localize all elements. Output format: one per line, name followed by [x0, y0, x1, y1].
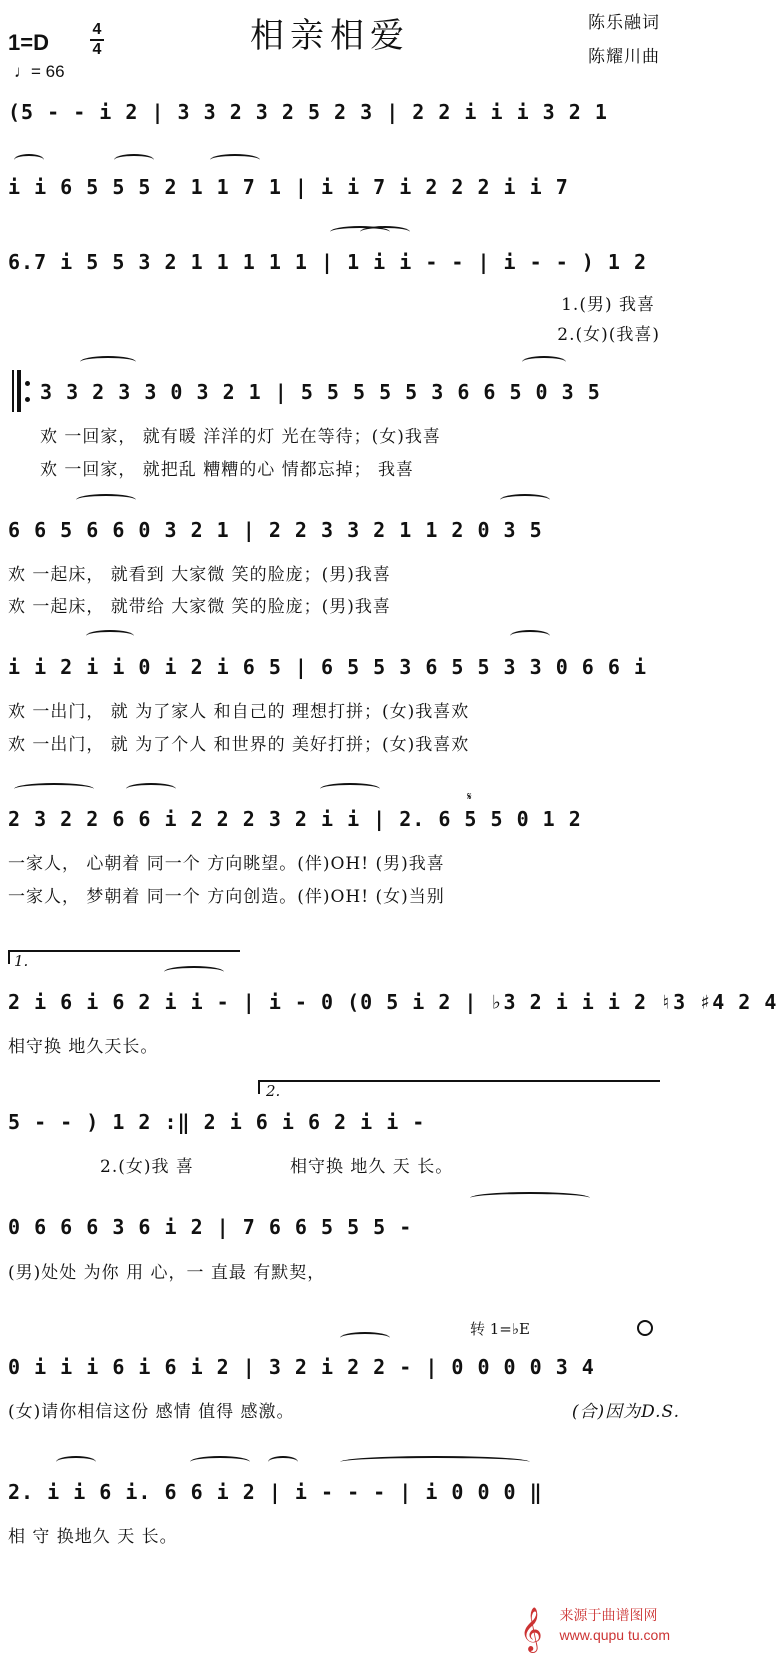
- lyric-row-6a: 欢 一出门， 就 为了家人 和自己的 理想打拼；(女)我喜欢: [8, 702, 470, 722]
- lyric-row-3b: 2.(女)(我喜): [557, 325, 660, 345]
- score-row-3: 6.7 i 5 5 3 2 1 1 1 1 1 | 1 i i - - | i - - ) 1 2: [8, 250, 648, 274]
- meter-bottom: 4: [92, 41, 102, 58]
- lyric-row-7b: 一家人， 梦朝着 同一个 方向创造。(伴)OH! (女)当别: [8, 887, 445, 907]
- slur: [76, 494, 136, 506]
- watermark-line-2: www.qupu tu.com: [559, 1627, 670, 1643]
- score-row-6: i i 2 i i 0 i 2 i 6 5 | 6 5 5 3 6 5 5 3 3 0 6 6 i: [8, 655, 648, 679]
- slur: [114, 154, 154, 166]
- lyric-row-5a: 欢 一起床， 就看到 大家微 笑的脸庞；(男)我喜: [8, 565, 391, 585]
- repeat-dot: [25, 397, 30, 402]
- slur: [470, 1192, 590, 1204]
- watermark: [560, 1605, 671, 1645]
- lyric-row-9a: 2.(女)我 喜: [100, 1157, 194, 1177]
- lyric-row-9b: 相守换 地久 天 长。: [290, 1157, 454, 1177]
- slur: [500, 494, 550, 506]
- lyric-row-6b: 欢 一出门， 就 为了个人 和世界的 美好打拼；(女)我喜欢: [8, 735, 470, 755]
- volta-bracket: [8, 950, 240, 964]
- composer-credit: 陈耀川曲: [588, 47, 660, 67]
- key-signature: 1=D: [8, 30, 49, 55]
- slur: [340, 1456, 530, 1468]
- lyric-row-8: 相守换 地久天长。: [8, 1037, 159, 1057]
- score-row-1: (5 - - i 2 | 3 3 2 3 2 5 2 3 | 2 2 i i i 3 2 1: [8, 100, 608, 124]
- slur: [522, 356, 566, 368]
- slur: [360, 226, 410, 238]
- lyric-row-11a: (女)请你相信这份 感情 值得 感激。: [8, 1402, 295, 1422]
- modulation-marking: 转 1=♭E: [470, 1320, 530, 1338]
- slur: [320, 783, 380, 795]
- lyric-row-10: (男)处处 为你 用 心，一 直最 有默契，: [8, 1263, 326, 1283]
- score-row-10: 0 6 6 6 3 6 i 2 | 7 6 6 5 5 5 -: [8, 1215, 413, 1239]
- score-row-11: 0 i i i 6 i 6 i 2 | 3 2 i 2 2 - | 0 0 0 0 3 4: [8, 1355, 595, 1379]
- slur: [14, 783, 94, 795]
- score-row-9: 5 - - ) 1 2 :‖ 2 i 6 i 6 2 i i -: [8, 1110, 426, 1134]
- meter-top: 4: [92, 21, 102, 38]
- lyric-row-5b: 欢 一起床， 就带给 大家微 笑的脸庞；(男)我喜: [8, 597, 391, 617]
- repeat-start-barline-thick: [17, 370, 21, 412]
- slur: [510, 630, 550, 642]
- score-row-5: 6 6 5 6 6 0 3 2 1 | 2 2 3 3 2 1 1 2 0 3 5: [8, 518, 543, 542]
- slur: [14, 154, 44, 166]
- segno-icon: 𝄋: [467, 790, 472, 803]
- score-row-2: i i 6 5 5 5 2 1 1 7 1 | i i 7 i 2 2 2 i i 7: [8, 175, 569, 199]
- slur: [164, 966, 224, 978]
- lyric-row-4b: 欢 一回家， 就把乱 糟糟的心 情都忘掉； 我喜: [40, 460, 415, 480]
- time-signature: [90, 22, 104, 58]
- slur: [80, 356, 136, 368]
- tempo-marking: ♩= 66: [14, 62, 65, 81]
- slur: [268, 1456, 298, 1468]
- watermark-line-1: 来源于曲谱图网: [559, 1607, 658, 1623]
- lyric-row-7a: 一家人， 心朝着 同一个 方向眺望。(伴)OH! (男)我喜: [8, 854, 445, 874]
- volta-1-label: 1.: [14, 952, 29, 970]
- lyric-row-3a: 1.(男) 我喜: [561, 295, 655, 315]
- lyric-row-12: 相 守 换地久 天 长。: [8, 1527, 178, 1547]
- song-title: 相亲相爱: [250, 16, 410, 56]
- score-row-7: 2 3 2 2 6 6 i 2 2 2 3 2 i i | 2. 6 5 5 0 1 2: [8, 807, 582, 831]
- volta-bracket: [258, 1080, 660, 1094]
- lyric-row-11b: (合)因为D.S.: [571, 1402, 680, 1422]
- slur: [126, 783, 176, 795]
- score-row-4: 3 3 2 3 3 0 3 2 1 | 5 5 5 5 5 3 6 6 5 0 3 5: [40, 380, 601, 404]
- slur: [210, 154, 260, 166]
- repeat-dot: [25, 381, 30, 386]
- lyric-row-4a: 欢 一回家， 就有暖 洋洋的灯 光在等待；(女)我喜: [40, 427, 441, 447]
- coda-icon: [637, 1320, 653, 1336]
- treble-clef-icon: 𝄞: [520, 1607, 543, 1651]
- slur: [190, 1456, 250, 1468]
- score-row-8: 2 i 6 i 6 2 i i - | i - 0 (0 5 i 2 | ♭3 2 i i i 2 ♮3 ♯4 2 4: [8, 990, 777, 1014]
- repeat-start-barline: [12, 370, 14, 412]
- slur: [56, 1456, 96, 1468]
- slur: [86, 630, 134, 642]
- lyricist-credit: 陈乐融词: [588, 13, 660, 33]
- volta-2-label: 2.: [266, 1082, 281, 1100]
- slur: [340, 1332, 390, 1344]
- score-row-12: 2. i i 6 i. 6 6 i 2 | i - - - | i 0 0 0 ‖: [8, 1480, 543, 1504]
